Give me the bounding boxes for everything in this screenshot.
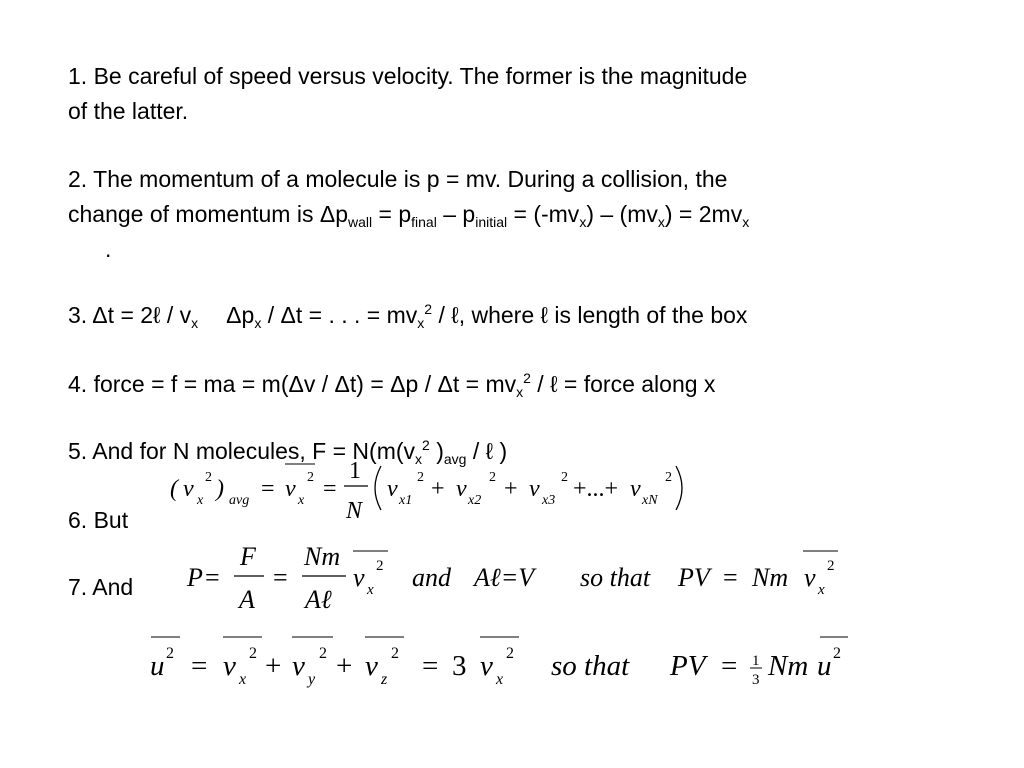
- x-subscript: x: [415, 451, 423, 467]
- eq3-so-that: so that: [551, 650, 630, 682]
- squared-superscript: 2: [424, 301, 433, 317]
- eq3-sup-2: 2: [391, 645, 399, 662]
- x-subscript: x: [191, 315, 199, 331]
- eq3-sup-2: 2: [319, 645, 327, 662]
- eq1-avg-subscript: avg: [229, 493, 250, 508]
- eq1-frac-den: N: [346, 498, 363, 524]
- item-3-text-a: 3. Δt = 2ℓ / v: [68, 302, 192, 328]
- eq2-frac1-num: F: [240, 542, 256, 571]
- eq1-sup-2: 2: [307, 470, 314, 485]
- item-1-text-a: 1. Be careful of speed versus velocity. The former is the magnitude: [68, 63, 748, 89]
- item-3-text-c: / Δt = . . . = mv: [261, 302, 418, 328]
- eq1-open-paren: (: [170, 476, 178, 502]
- eq1-v: v: [285, 476, 296, 502]
- eq3-frac-num: 1: [752, 653, 760, 669]
- eq2-PV: PV: [678, 563, 710, 592]
- eq1-v: v: [456, 476, 467, 502]
- delta-p-text: change of momentum is Δp: [68, 201, 348, 227]
- eq2-sup-2: 2: [376, 558, 384, 574]
- eq1-v: v: [387, 476, 398, 502]
- eq1-plus: +: [431, 476, 445, 502]
- eq1-sup-2: 2: [205, 470, 212, 485]
- eq3-sub-x: x: [239, 671, 247, 688]
- eq1-ellipsis: +...+: [573, 476, 619, 502]
- eq1-equals: =: [261, 476, 275, 502]
- eq3-plus: +: [336, 650, 353, 682]
- mid-text: ) – (mv: [586, 201, 658, 227]
- eq3-Nm: Nm: [768, 650, 809, 682]
- trailing-dot: .: [105, 236, 112, 262]
- eq2-A-l-equals-V: Aℓ=V: [474, 563, 535, 592]
- item-4-text-b: / ℓ = force along x: [530, 371, 716, 397]
- eq1-sub-x3: x3: [542, 493, 556, 508]
- eq1-frac-num: 1: [349, 458, 361, 484]
- item-5-text-a: 5. And for N molecules, F = N(m(v: [68, 438, 416, 464]
- eq2-Nm: Nm: [752, 563, 789, 592]
- eq1-v: v: [183, 476, 194, 502]
- item-5-text-c: / ℓ ): [466, 438, 508, 464]
- eq3-sub-y: y: [308, 671, 316, 688]
- item-2-text-a: 2. The momentum of a molecule is p = mv. During a collision, the: [68, 166, 728, 192]
- minus-text: – p: [436, 201, 476, 227]
- eq1-sup-2: 2: [489, 470, 496, 485]
- squared-superscript: 2: [422, 437, 430, 453]
- eq3-sub-z: z: [381, 671, 388, 688]
- eq2-equals: =: [273, 563, 288, 592]
- eq3-frac-den: 3: [752, 672, 760, 688]
- initial-subscript: initial: [475, 214, 508, 230]
- eq-text-2: = (-mv: [507, 201, 580, 227]
- item-4-text-a: 4. force = f = ma = m(Δv / Δt) = Δp / Δt = mv: [68, 371, 517, 397]
- eq3-u: u: [817, 650, 832, 682]
- item-5-text-b: ): [429, 438, 444, 464]
- eq3-v: v: [292, 650, 305, 682]
- item-3-text-d: / ℓ, where ℓ is length of the box: [432, 302, 748, 328]
- eq3-sup-2: 2: [833, 645, 841, 662]
- eq1-sub-x: x: [197, 493, 204, 508]
- eq2-P: P: [187, 563, 203, 592]
- eq3-sup-2: 2: [249, 645, 257, 662]
- item-3-text-b: Δp: [226, 302, 255, 328]
- item-7-text: 7. And: [68, 574, 134, 600]
- eq2-v: v: [804, 563, 816, 592]
- eq3-equals: =: [721, 650, 738, 682]
- eq2-so-that: so that: [580, 563, 651, 592]
- eq2-sup-2: 2: [827, 558, 835, 574]
- eq1-sup-2: 2: [561, 470, 568, 485]
- final-subscript: final: [411, 214, 437, 230]
- eq1-equals: =: [323, 476, 337, 502]
- eq3-plus: +: [265, 650, 282, 682]
- eq1-close-paren: ): [216, 476, 224, 502]
- x-subscript: x: [516, 384, 524, 400]
- eq3-sup-2: 2: [166, 645, 174, 662]
- x-subscript: x: [742, 214, 750, 230]
- eq1-sub-x: x: [298, 493, 305, 508]
- squared-superscript: 2: [523, 370, 531, 386]
- eq2-sub-x: x: [367, 582, 374, 598]
- eq3-three: 3: [452, 650, 467, 682]
- eq2-sub-x: x: [818, 582, 825, 598]
- item-6-text: 6. But: [68, 507, 129, 533]
- eq3-equals: =: [422, 650, 439, 682]
- eq1-v: v: [630, 476, 641, 502]
- eq1-v: v: [529, 476, 540, 502]
- eq2-equals: =: [723, 563, 738, 592]
- eq1-sub-xN: xN: [642, 493, 658, 508]
- x-subscript: x: [657, 214, 665, 230]
- eq3-v: v: [223, 650, 236, 682]
- eq1-sub-x2: x2: [468, 493, 482, 508]
- end-text: ) = 2mv: [664, 201, 743, 227]
- eq2-v: v: [353, 563, 365, 592]
- eq3-u: u: [150, 650, 165, 682]
- eq-text: = p: [372, 201, 412, 227]
- avg-subscript: avg: [443, 451, 467, 467]
- eq1-sub-x1: x1: [399, 493, 413, 508]
- eq3-equals: =: [191, 650, 208, 682]
- eq2-frac1-den: A: [239, 585, 255, 614]
- x-subscript: x: [579, 214, 587, 230]
- eq3-sup-2: 2: [506, 645, 514, 662]
- eq3-v: v: [480, 650, 493, 682]
- eq1-sup-2: 2: [417, 470, 424, 485]
- eq2-frac2-den: Aℓ: [305, 585, 332, 614]
- eq1-sup-2: 2: [665, 470, 672, 485]
- eq3-PV: PV: [670, 650, 706, 682]
- wall-subscript: wall: [348, 214, 373, 230]
- x-subscript: x: [254, 315, 262, 331]
- eq3-sub-x: x: [496, 671, 504, 688]
- x-subscript: x: [417, 315, 425, 331]
- item-1-text-b: of the latter.: [68, 98, 189, 124]
- eq3-v: v: [365, 650, 378, 682]
- eq2-frac2-num: Nm: [304, 542, 341, 571]
- eq1-plus: +: [504, 476, 518, 502]
- eq2-and: and: [412, 563, 451, 592]
- eq2-equals: =: [205, 563, 220, 592]
